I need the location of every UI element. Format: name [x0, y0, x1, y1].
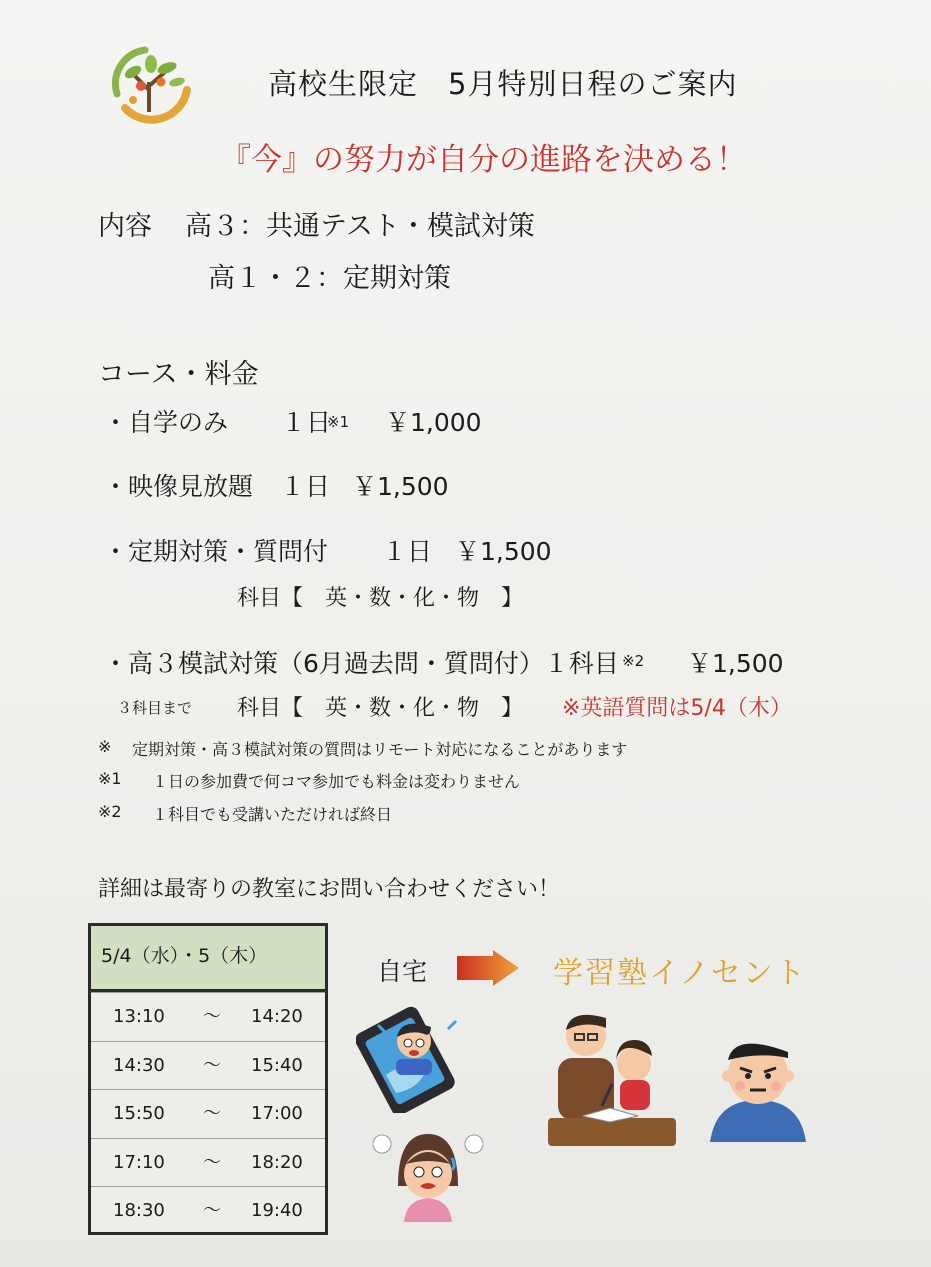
table-row [91, 1089, 325, 1138]
stressed-student-illustration-icon [368, 1128, 488, 1222]
schedule-table [88, 923, 328, 1235]
note-mark: ※ [98, 737, 112, 756]
course-periodic-price: ￥1,500 [455, 537, 552, 566]
slot-start: 17:10 [113, 1151, 165, 1173]
course-self-study-name: ・自学のみ [103, 408, 229, 437]
slogan: 『今』の努力が自分の進路を決める！ [220, 142, 747, 178]
note-text: 定期対策・高３模試対策の質問はリモート対応になることがあります [132, 740, 628, 759]
course-mock-limit: ３科目まで [117, 699, 193, 717]
slot-separator: ～ [203, 1200, 221, 1222]
slot-separator: ～ [203, 1151, 221, 1173]
content-label: 内容 [98, 211, 152, 242]
table-row [91, 1041, 325, 1090]
slot-start: 13:10 [113, 1006, 165, 1027]
course-self-study-mark: ※1 [327, 413, 350, 431]
course-video-duration: １日 [280, 472, 331, 501]
content-line-2: 高１・２：定期対策 [208, 263, 451, 294]
slot-end: 15:40 [251, 1054, 303, 1076]
slot-start: 18:30 [113, 1200, 165, 1222]
slot-start: 14:30 [113, 1054, 165, 1076]
teacher-tutoring-illustration-icon [548, 1006, 680, 1148]
page-title: 高校生限定 5月特別日程のご案内 [268, 67, 738, 101]
table-row [91, 992, 325, 1041]
course-video-price: ￥1,500 [352, 472, 449, 501]
phone-distraction-illustration-icon [356, 1003, 468, 1113]
contact-message: 詳細は最寄りの教室にお問い合わせください！ [98, 877, 561, 902]
course-periodic-duration: １日 [382, 537, 433, 566]
slot-end: 19:40 [251, 1200, 303, 1222]
courses-heading: コース・料金 [98, 359, 259, 390]
note-mark: ※1 [98, 769, 122, 788]
course-mock-name: ・高３模試対策（6月過去問・質問付）１科目 [103, 649, 619, 678]
slot-separator: ～ [203, 1006, 221, 1027]
home-label: 自宅 [377, 957, 428, 986]
content-line-1: 高３：共通テスト・模試対策 [185, 211, 535, 242]
slot-end: 18:20 [251, 1151, 303, 1173]
slot-separator: ～ [203, 1103, 221, 1125]
slot-separator: ～ [203, 1054, 221, 1076]
slot-end: 14:20 [251, 1006, 303, 1027]
slot-start: 15:50 [113, 1103, 165, 1125]
school-name: 学習塾イノセント [553, 956, 807, 991]
course-mock-mark: ※2 [622, 652, 645, 670]
course-mock-subjects: 科目【 英・数・化・物 】 [237, 696, 524, 721]
english-question-note: ※英語質問は5/4（木） [562, 696, 792, 721]
note-mark: ※2 [98, 802, 122, 821]
note-text: １日の参加費で何コマ参加でも料金は変わりません [152, 772, 521, 791]
table-row [91, 1186, 325, 1235]
course-periodic-name: ・定期対策・質問付 [103, 537, 329, 566]
course-mock-price: ￥1,500 [687, 649, 784, 678]
table-row [91, 1138, 325, 1187]
course-video-name: ・映像見放題 [103, 472, 254, 501]
course-self-study-price: ￥1,000 [385, 408, 482, 437]
note-text: １科目でも受講いただければ終日 [152, 805, 393, 824]
tree-logo-icon [103, 42, 195, 124]
arrow-right-icon [457, 950, 519, 986]
schedule-header: 5/4（水）・5（木） [91, 926, 325, 992]
slot-end: 17:00 [251, 1103, 303, 1125]
course-periodic-subjects: 科目【 英・数・化・物 】 [237, 586, 524, 611]
determined-student-illustration-icon [706, 1030, 810, 1142]
course-self-study-duration: １日 [281, 408, 332, 437]
